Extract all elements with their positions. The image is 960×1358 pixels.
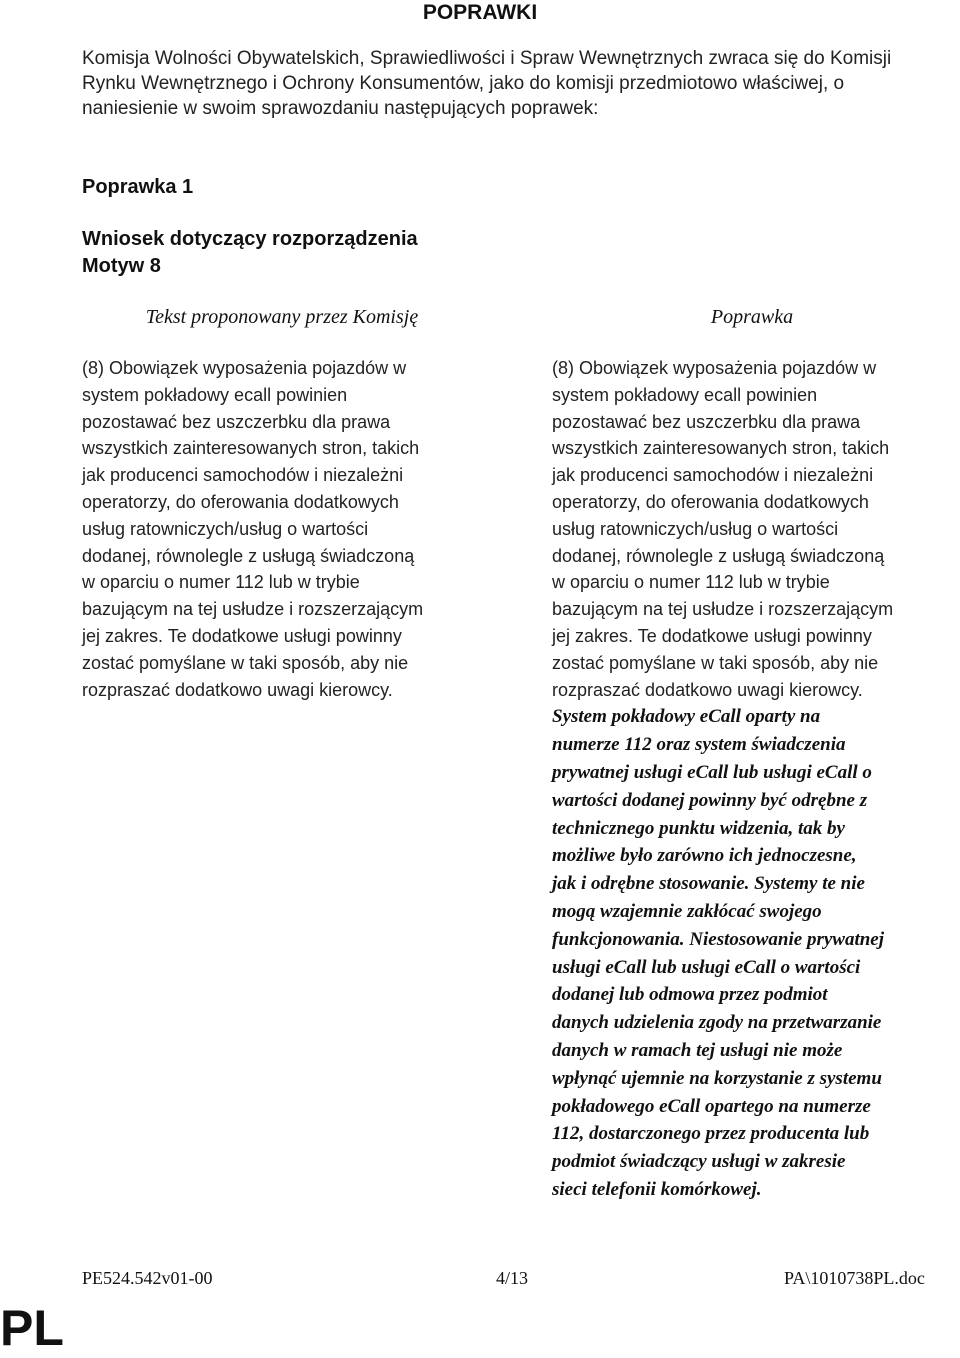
- right-column-heading: Poprawka: [710, 306, 794, 328]
- amendment-number: Poprawka 1: [82, 176, 194, 198]
- proposal-line: Wniosek dotyczący rozporządzenia: [82, 228, 418, 250]
- recital-line: Motyw 8: [82, 255, 161, 277]
- amendment-added-text: System pokładowy eCall oparty na numerze 112 oraz system świadczenia prywatnej usługi eCall lub usługi eCall o wartości dodanej powinny być odrębne z technicznego punktu widzenia, tak by możliwe było zarówno ich jednoczesne, jak i odrębne stosowanie. Systemy te nie mogą wzajemnie zakłócać swojego funkcjonowania. Niestosowanie prywatnej usługi eCall lub usługi eCall o wartości dodanej lub odmowa przez podmiot danych udzielenia zgody na przetwarzanie danych w ramach tej usługi nie może wpłynąć ujemnie na korzystanie z systemu pokładowego eCall opartego na numerze 112, dostarczonego przez producenta lub podmiot świadczący usługi w zakresie sieci telefonii komórkowej.: [552, 706, 885, 1200]
- footer-page-number: 4/13: [496, 1268, 529, 1288]
- amendment-reference: [82, 226, 418, 280]
- intro-paragraph: Komisja Wolności Obywatelskich, Sprawiedliwości i Spraw Wewnętrznych zwraca się do Komisji Rynku Wewnętrznego i Ochrony Konsumentów, jako do komisji przedmiotowo właściwej, o naniesienie w swoim sprawozdaniu następujących poprawek:: [82, 48, 892, 119]
- page-title: POPRAWKI: [422, 1, 538, 24]
- amendment-unchanged-text: (8) Obowiązek wyposażenia pojazdów w system pokładowy ecall powinien pozostawać bez uszczerbku dla prawa wszystkich zainteresowanych stron, takich jak producenci samochodów i niezależni operatorzy, do oferowania dodatkowych usług ratowniczych/usług o wartości dodanej, równolegle z usługą świadczoną w oparciu o numer 112 lub w trybie bazującym na tej usłudze i rozszerzającym jej zakres. Te dodatkowe usługi powinny zostać pomyślane w taki sposób, aby nie rozpraszać dodatkowo uwagi kierowcy.: [552, 358, 894, 700]
- amendment-text: [552, 355, 960, 1204]
- language-code: PL: [0, 1300, 64, 1356]
- left-column-heading: Tekst proponowany przez Komisję: [145, 306, 419, 328]
- footer-doc-ref: PE524.542v01-00: [82, 1268, 213, 1288]
- footer-file-ref: PA\1010738PL.doc: [784, 1268, 925, 1288]
- commission-text: (8) Obowiązek wyposażenia pojazdów w system pokładowy ecall powinien pozostawać bez uszczerbku dla prawa wszystkich zainteresowanych stron, takich jak producenci samochodów i niezależni operatorzy, do oferowania dodatkowych usług ratowniczych/usług o wartości dodanej, równolegle z usługą świadczoną w oparciu o numer 112 lub w trybie bazującym na tej usłudze i rozszerzającym jej zakres. Te dodatkowe usługi powinny zostać pomyślane w taki sposób, aby nie rozpraszać dodatkowo uwagi kierowcy.: [82, 358, 424, 700]
